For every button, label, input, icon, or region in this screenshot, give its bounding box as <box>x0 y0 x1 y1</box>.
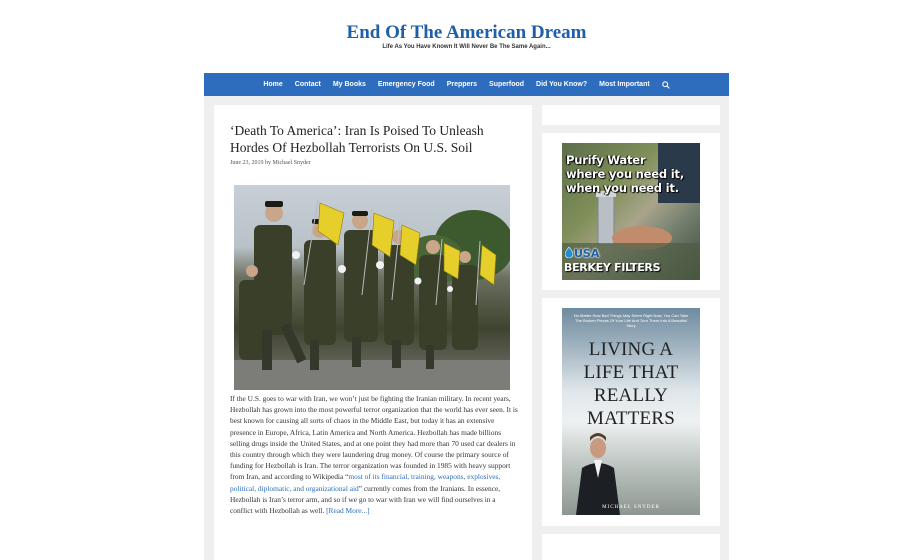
sidebar-widget-top <box>542 105 720 125</box>
sidebar-widget-bottom <box>542 534 720 560</box>
book-title-line3: REALLY <box>593 385 669 406</box>
book-author: MICHAEL SNYDER <box>602 505 660 510</box>
book-tagline: No Matter How Bad Things May Seem Right Now, You Can Take The Broken Pieces Of Your Life And Turn Them Into A Beautiful Story <box>573 313 689 328</box>
nav-item-my-books[interactable]: My Books <box>332 81 366 88</box>
water-drop-icon <box>565 247 573 258</box>
main-navigation <box>204 73 729 96</box>
wikipedia-quote-link[interactable]: most of its financial, training, weapons, explosives, political, diplomatic, and organizational aid <box>230 472 501 493</box>
search-icon[interactable] <box>656 81 676 89</box>
nav-item-most-important[interactable]: Most Important <box>599 81 650 88</box>
book-title-line2: LIFE THAT <box>583 362 679 383</box>
nav-item-contact[interactable]: Contact <box>294 81 321 88</box>
berkey-filters-ad[interactable] <box>562 143 700 280</box>
book-title-line4: MATTERS <box>587 408 675 429</box>
post-image <box>234 185 510 390</box>
ad-headline-line1: Purify Water <box>566 153 646 167</box>
book-cover-living-a-life[interactable] <box>562 308 700 515</box>
ad-headline-line3: when you need it. <box>566 181 679 195</box>
post-title[interactable]: ‘Death To America’: Iran Is Poised To Unleash Hordes Of Hezbollah Terrorists On U.S. Soil <box>230 123 484 155</box>
nav-item-preppers[interactable]: Preppers <box>446 81 478 88</box>
ad-headline-line2: where you need it, <box>566 167 684 181</box>
nav-item-home[interactable]: Home <box>263 81 283 88</box>
read-more-link[interactable]: [Read More...] <box>326 506 370 516</box>
ad-brand-name: BERKEY FILTERS <box>564 261 661 274</box>
nav-item-superfood[interactable]: Superfood <box>489 81 525 88</box>
author-photo <box>562 308 700 515</box>
nav-item-did-you-know[interactable]: Did You Know? <box>536 81 588 88</box>
site-tagline: Life As You Have Known It Will Never Be The Same Again... <box>382 44 551 50</box>
ad-brand-usa: USA <box>574 247 600 260</box>
post-meta: June 23, 2019 by Michael Snyder <box>230 160 311 166</box>
site-title[interactable]: End Of The American Dream <box>346 22 587 43</box>
book-title-line1: LIVING A <box>588 339 674 360</box>
nav-item-emergency-food[interactable]: Emergency Food <box>377 81 435 88</box>
post-body: If the U.S. goes to war with Iran, we won’t just be fighting the Iranian military. In recent years, Hezbollah has grown into the most powerful terror organization that the world has ever seen. It is best known for causing all sorts of chaos in the Middle East, but today it has an extensive presence in Europe, Africa, Latin America and North America. Hezbollah has made billions selling drugs inside the United States, and at one point they had more than 70 used car dealers in this country through which they were laundering drug money. Of course the primary source of funding for Hezbollah is Iran. The terror organization was founded in 1985 with heavy support from Iran, and according to Wikipedia “most of its financial, training, weapons, explosives, political, diplomatic, and organizational aid” currently comes from the Iranians. In essence, Hezbollah is Iran’s terror arm, and so if we go to war with Iran we will find ourselves in a conflict with Hezbollah as well. [Read More...] <box>230 394 518 516</box>
